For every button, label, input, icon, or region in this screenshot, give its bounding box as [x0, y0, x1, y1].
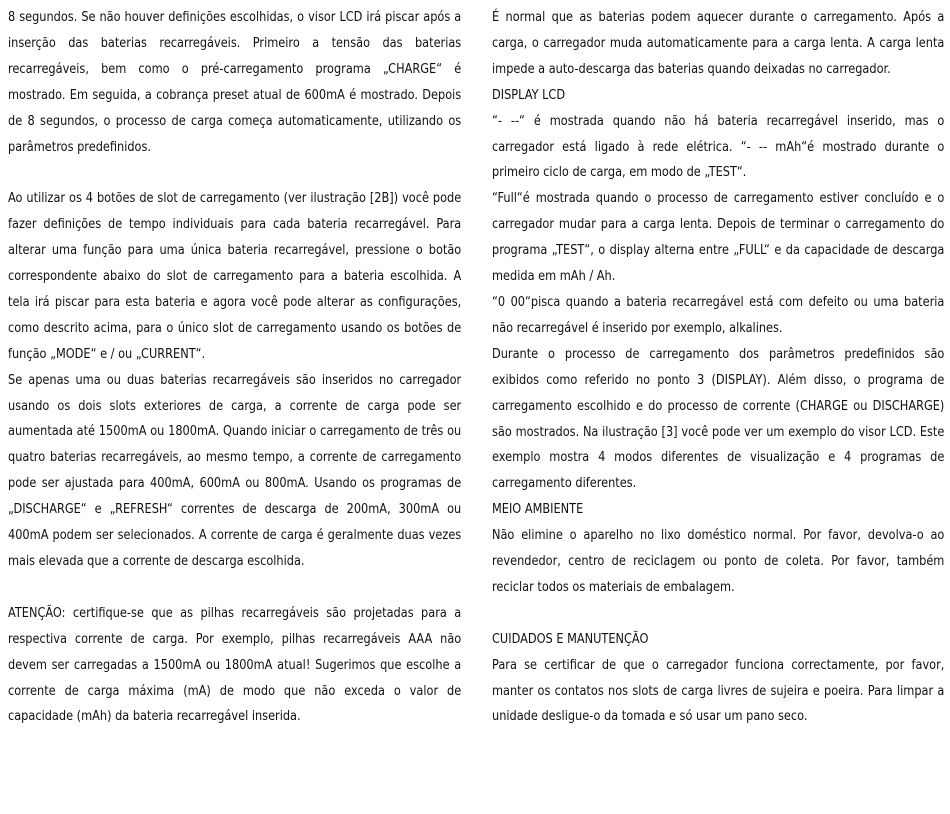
paragraph-full: “Full“é mostrada quando o processo de carregamento estiver concluído e o carregador mudar para a carga lenta. Depois de terminar o carregamento do programa „TEST“, o display alterna entre „FULL“ e da capacidade de descarga medida em mAh / Ah. — [492, 191, 945, 285]
paragraph-trickle-charge: É normal que as baterias podem aquecer durante o carregamento. Após a carga, o carregador muda automaticamente para a carga lenta. A carga lenta impede a auto-descarga das baterias quando deixadas no carregador. — [492, 10, 945, 77]
heading-environment: MEIO AMBIENTE — [492, 502, 584, 518]
paragraph-disposal: Não elimine o aparelho no lixo doméstico normal. Por favor, devolva-o ao revendedor, centro de reciclagem ou ponto de coleta. Por favor, também reciclar todos os materiais de embalagem. — [492, 528, 945, 595]
paragraph-parameters: Durante o processo de carregamento dos parâmetros predefinidos são exibidos como referido no ponto 3 (DISPLAY). Além disso, o programa de carregamento escolhido e do processo de corrente (CHARGE ou DISCHARGE) são mostrados. Na ilustração [3] você pode ver um exemplo do visor LCD. Este exemplo mostra 4 modos diferentes de visualização e 4 programas de carregamento diferentes. — [492, 346, 945, 492]
paragraph-defect: “0 00“pisca quando a bateria recarregável está com defeito ou uma bateria não recarregável é inserido por exemplo, alkalines. — [492, 294, 945, 336]
heading-display-lcd: DISPLAY LCD — [492, 87, 566, 103]
right-column — [492, 5, 944, 730]
paragraph-charge-current: Se apenas uma ou duas baterias recarregáveis são inseridos no carregador usando os dois slots exteriores de carga, a corrente de carga pode ser aumentada até 1500mA ou 1800mA. Quando iniciar o carregamento de três ou quatro baterias recarregáveis, ao mesmo tempo, a corrente de carregamento pode ser ajustada para 400mA, 600mA ou 800mA. Usando os programas de „DISCHARGE“ e „REFRESH“ correntes de descarga de 200mA, 300mA ou 400mA podem ser selecionados. A corrente de carga é geralmente duas vezes mais elevada que a corrente de descarga escolhida. — [8, 372, 462, 570]
paragraph-maintenance: Para se certificar de que o carregador funciona correctamente, por favor, manter os contatos nos slots de carga livres de sujeira e poeira. Para limpar a unidade desligue-o da tomada e só usar um pano seco. — [492, 657, 945, 725]
paragraph-lcd-blink: 8 segundos. Se não houver definições escolhidas, o visor LCD irá piscar após a inserção das baterias recarregáveis. Primeiro a tensão das baterias recarregáveis, bem como o pré-carregamento programa „CHARGE“ é mostrado. Em seguida, a cobrança preset atual de 600mA é mostrado. Depois de 8 segundos, o processo de carga começa automaticamente, utilizando os parâmetros predefinidos. — [8, 10, 462, 155]
left-column — [8, 5, 461, 730]
paragraph-attention: ATENÇÃO: certifique-se que as pilhas recarregáveis são projetadas para a respectiva corrente de carga. Por exemplo, pilhas recarregáveis AAA não devem ser carregadas a 1500mA ou 1800mA atual! Sugerimos que escolhe a corrente de carga máxima (mA) de modo que não exceda o valor de capacidade (mAh) da bateria recarregável inserida. — [8, 605, 462, 725]
paragraph-slot-buttons: Ao utilizar os 4 botões de slot de carregamento (ver ilustração [2B]) você pode fazer definições de tempo individuais para cada bateria recarregável. Para alterar uma função para uma única bateria recarregável, pressione o botão correspondente abaixo do slot de carregamento para a bateria escolhida. A tela irá piscar para esta bateria e agora você pode alterar as configurações, como descrito acima, para o único slot de carregamento usando os botões de função „MODE“ e / ou „CURRENT“. — [8, 191, 462, 362]
heading-care: CUIDADOS E MANUTENÇÃO — [492, 631, 649, 647]
paragraph-no-battery: “- --“ é mostrada quando não há bateria recarregável inserido, mas o carregador está ligado à rede elétrica. “- -- mAh“é mostrado durante o primeiro ciclo de carga, em modo de „TEST“. — [492, 113, 945, 181]
